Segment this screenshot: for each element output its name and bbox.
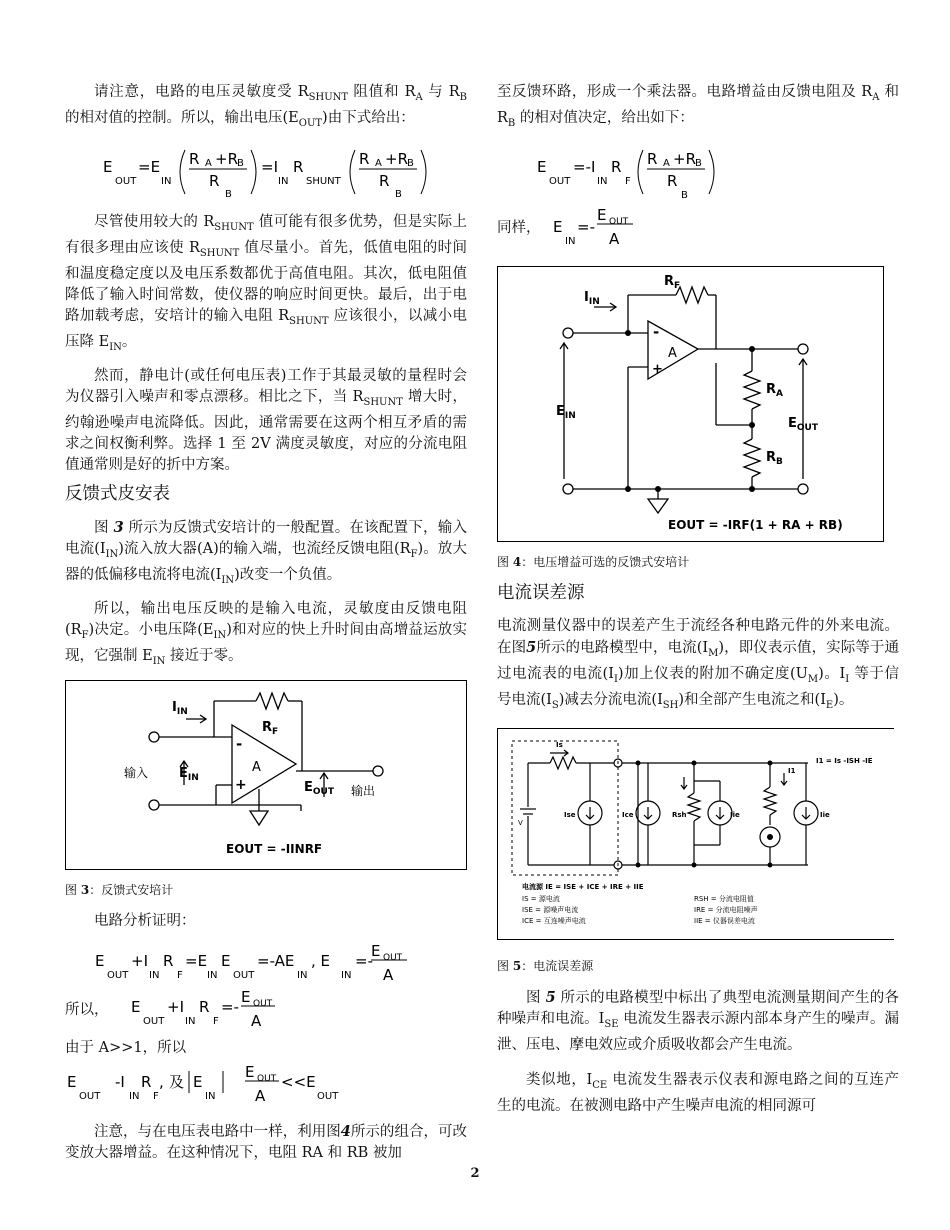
svg-text:+: +: [652, 362, 663, 377]
svg-text:R: R: [199, 998, 210, 1016]
caption-figure-3: 图 3：反馈式安培计: [65, 883, 174, 897]
svg-text:IN: IN: [161, 176, 172, 187]
svg-text:OUT: OUT: [383, 953, 403, 963]
svg-text:E: E: [193, 1073, 203, 1091]
svg-text:,: ,: [159, 1073, 164, 1091]
svg-text:OUT: OUT: [257, 1074, 277, 1084]
svg-text:IN: IN: [205, 1091, 216, 1102]
equation-eout-ratio: [65, 142, 467, 202]
svg-text:IN: IN: [278, 176, 289, 187]
equation-gain: [497, 142, 899, 204]
svg-text:=E: =E: [185, 952, 208, 970]
svg-text:IN: IN: [207, 970, 218, 981]
svg-text:+R: +R: [215, 150, 238, 168]
svg-text:E: E: [245, 1063, 255, 1081]
paragraph-output-reflects-input: 所以，输出电压反映的是输入电流，灵敏度由反馈电阻$(R_F)$决定。小电压降$(E_{IN})$和对应的快上升时间由高增益运放实现，它强制 $E_{IN}$ 接近于零。: [65, 601, 467, 667]
svg-text:R: R: [141, 1073, 152, 1091]
svg-text:=-I: =-I: [573, 158, 596, 176]
svg-text:=-: =-: [221, 998, 239, 1016]
svg-text:+R: +R: [673, 150, 696, 168]
fig3-label-output: 输出: [351, 784, 376, 798]
figure-3-feedback-ammeter: [65, 680, 467, 870]
svg-text:F: F: [213, 1016, 219, 1027]
svg-text:OUT: OUT: [549, 176, 571, 187]
svg-text:OUT: OUT: [253, 999, 273, 1009]
svg-text:A: A: [251, 1012, 262, 1030]
svg-text:IRE = 分流电阻噪声: IRE = 分流电阻噪声: [694, 906, 758, 914]
fig4-label-rf: $R_F$: [664, 274, 681, 291]
svg-text:IN: IN: [565, 236, 576, 247]
svg-text:E: E: [537, 158, 547, 176]
fig3-formula: EOUT = -IINRF: [226, 842, 323, 856]
heading-current-error-sources: 电流误差源: [497, 583, 585, 603]
fig3-label-minus: -: [236, 735, 243, 753]
svg-text:I1: I1: [788, 767, 796, 775]
svg-text:+I: +I: [167, 998, 184, 1016]
svg-text:Ice: Ice: [622, 811, 634, 819]
left-column: [65, 82, 467, 1172]
svg-text:IS = 源电流: IS = 源电流: [522, 895, 560, 903]
svg-text:=-: =-: [577, 218, 595, 236]
caption-figure-5: 图 5：电流误差源: [497, 959, 594, 973]
svg-text:IN: IN: [341, 970, 352, 981]
svg-text:<<E: <<E: [281, 1073, 316, 1091]
paragraph-multiplier: 至反馈环路，形成一个乘法器。电路增益由反馈电阻及 $R_A$ 和 $R_B$ 的相对值决定，给出如下：: [497, 84, 899, 129]
svg-text:IN: IN: [185, 1016, 196, 1027]
paragraph-error-sources: 电流测量仪器中的误差产生于流经各种电路元件的外来电流。在图5所示的电路模型中，电流$(I_M)$，即仪表示值，实际等于通过电流表的电流$(I_I)$加上仪表的附加不确定度$(U_M)$。$I_I$ 等于信号电流$(I_S)$减去分流电流$(I_{SH})$和全部产生电流之和$(I_E)$。: [497, 618, 900, 711]
svg-text:-: -: [653, 323, 660, 341]
fig4-label-ra: $R_A$: [766, 382, 783, 399]
svg-text:ISE = 源噪声电流: ISE = 源噪声电流: [522, 906, 579, 914]
svg-text:B: B: [407, 158, 414, 169]
svg-text:F: F: [153, 1091, 159, 1102]
paragraph-circuit-analysis: 电路分析证明：: [94, 913, 196, 929]
svg-text:OUT: OUT: [143, 1016, 165, 1027]
right-column: [497, 82, 899, 1125]
svg-text:A: A: [375, 158, 382, 169]
fig4-label-rb: $R_B$: [766, 450, 783, 467]
svg-text:OUT: OUT: [79, 1091, 101, 1102]
svg-text:Iie: Iie: [730, 811, 740, 819]
paragraph-rshunt-small: 尽管使用较大的 $R_{SHUNT}$ 值可能有很多优势，但是实际上有很多理由应该使 $R_{SHUNT}$ 值尽量小。首先，低值电阻的时间和温度稳定度以及电压系数都优于高值电阻。其次，低电阻值降低了输入时间常数，使仪器的响应时间更快。最后，出于电路加载考虑，安培计的输入电阻 $R_{SHUNT}$ 应该很小，以减小电压降 $E_{IN}$。: [65, 214, 468, 353]
fig3-label-iin: $I_{IN}$: [172, 700, 188, 717]
svg-text:Ise: Ise: [564, 811, 576, 819]
svg-text:A: A: [609, 230, 620, 248]
figure-4-selectable-gain: [497, 266, 884, 542]
svg-text:=-AE: =-AE: [257, 952, 295, 970]
svg-text:OUT: OUT: [609, 217, 629, 227]
svg-text:, E: , E: [311, 952, 331, 970]
fig5-formula-top: I1 = Is -ISH -IE: [816, 757, 873, 765]
svg-text:=-: =-: [355, 952, 373, 970]
fig4-formula: EOUT = -IRF(1 + RA + RB): [668, 518, 843, 532]
paragraph-since-a-large: 由于 A>>1，所以: [65, 1040, 187, 1056]
caption-figure-4: 图 4：电压增益可选的反馈式安培计: [497, 555, 690, 569]
svg-text:E: E: [371, 942, 381, 960]
svg-text:E: E: [597, 206, 607, 224]
heading-feedback-picoammeter: 反馈式皮安表: [65, 484, 170, 504]
svg-text:及: 及: [169, 1073, 185, 1091]
svg-text:V: V: [518, 819, 523, 827]
svg-text:+I: +I: [131, 952, 148, 970]
equation-approximation: [65, 1061, 467, 1107]
equation-likewise: 同样， E IN =- E OUT A: [497, 206, 629, 248]
svg-text:Iie: Iie: [820, 811, 830, 819]
fig4-label-eout: $E_{OUT}$: [788, 416, 818, 433]
svg-text:R: R: [647, 150, 658, 168]
svg-text:OUT: OUT: [107, 970, 129, 981]
svg-text:R: R: [209, 172, 220, 190]
svg-text:IN: IN: [129, 1091, 140, 1102]
svg-text:E: E: [67, 1073, 77, 1091]
paragraph-voltage-sensitivity: 请注意，电路的电压灵敏度受 $R_{SHUNT}$ 阻值和 $R_A$ 与 $R_B$ 的相对值的控制。所以，输出电压$(E_{OUT})$由下式给出：: [65, 84, 468, 129]
fig3-label-rf: $R_F$: [262, 720, 279, 737]
fig4-label-amp: A: [668, 346, 677, 361]
svg-text:A: A: [383, 966, 394, 984]
svg-text:R: R: [163, 952, 174, 970]
svg-text:A: A: [255, 1087, 266, 1105]
svg-text:Rsh: Rsh: [672, 811, 687, 819]
svg-text:R: R: [293, 158, 304, 176]
paragraph-note-gain: 注意，与在电压表电路中一样，利用图4所示的组合，可改变放大器增益。在这种情况下，电阻 RA 和 RB 被加: [65, 1123, 468, 1161]
svg-text:ICE = 互连噪声电流: ICE = 互连噪声电流: [522, 917, 586, 925]
svg-text:OUT: OUT: [317, 1091, 339, 1102]
paragraph-electrometer: 然而，静电计(或任何电压表)工作于其最灵敏的量程时会为仪器引入噪声和零点漂移。相比之下，当 $R_{SHUNT}$ 增大时，约翰逊噪声电流降低。因此，通常需要在这两个相互矛盾的需求之间权衡利弊。选择 1 至 2V 满度灵敏度，对应的分流电阻值通常则是好的折中方案。: [65, 368, 468, 473]
fig3-label-amp: A: [252, 760, 261, 775]
equation-so-line: 所以， E OUT +I IN R F =- E OUT A: [65, 988, 273, 1030]
svg-text:R: R: [189, 150, 200, 168]
page-number: 2: [470, 1166, 480, 1181]
fig4-circuit: [498, 267, 883, 541]
svg-text:E: E: [131, 998, 141, 1016]
figure-5-error-sources: [497, 728, 894, 940]
svg-text:=I: =I: [261, 158, 278, 176]
svg-text:E: E: [241, 988, 251, 1006]
fig4-label-iin: $I_{IN}$: [584, 290, 600, 307]
svg-text:A: A: [205, 158, 212, 169]
svg-text:R: R: [359, 150, 370, 168]
svg-text:OUT: OUT: [115, 176, 137, 187]
fig3-label-ein: $E_{IN}$: [179, 766, 199, 783]
fig4-label-ein: $E_{IN}$: [556, 404, 576, 421]
svg-text:RSH = 分流电阻值: RSH = 分流电阻值: [694, 895, 754, 903]
svg-text:B: B: [225, 189, 232, 200]
svg-text:E: E: [221, 952, 231, 970]
svg-text:E: E: [95, 952, 105, 970]
svg-text:IIE = 仪器误差电流: IIE = 仪器误差电流: [694, 917, 755, 925]
fig5-sum: 电流源 IE = ISE + ICE + IRE + IIE: [522, 883, 644, 891]
svg-text:OUT: OUT: [233, 970, 255, 981]
svg-text:IN: IN: [597, 176, 608, 187]
svg-text:B: B: [695, 158, 702, 169]
svg-text:SHUNT: SHUNT: [306, 176, 341, 187]
svg-text:R: R: [667, 172, 678, 190]
svg-text:B: B: [681, 190, 688, 201]
svg-text:IN: IN: [149, 970, 160, 981]
equation-circuit-analysis: [65, 940, 467, 988]
svg-text:=E: =E: [138, 158, 161, 176]
fig3-label-plus: +: [235, 777, 247, 793]
svg-text:B: B: [395, 189, 402, 200]
svg-text:F: F: [177, 970, 183, 981]
svg-text:Is: Is: [556, 741, 563, 749]
paragraph-fig3-intro: 图 3 所示为反馈式安培计的一般配置。在该配置下，输入电流$(I_{IN})$流入放大器(A)的输入端，也流经反馈电阻$(R_F)$。放大器的低偏移电流将电流$(I_{IN})$改变一个负值。: [65, 519, 468, 586]
paragraph-fig5-model: 图 5 所示的电路模型中标出了典型电流测量期间产生的各种噪声和电流。$I_{SE}$ 电流发生器表示源内部本身产生的噪声。漏泄、压电、摩电效应或介质吸收都会产生电流。: [497, 989, 900, 1053]
svg-text:IN: IN: [297, 970, 308, 981]
svg-text:F: F: [625, 176, 631, 187]
svg-text:+R: +R: [385, 150, 408, 168]
svg-text:A: A: [663, 158, 670, 169]
svg-text:R: R: [611, 158, 622, 176]
paragraph-ice-generator: 类似地，$I_{CE}$ 电流发生器表示仪表和源电路之间的互连产生的电流。在被测电路中产生噪声电流的相同源可: [497, 1072, 899, 1114]
svg-text:B: B: [237, 158, 244, 169]
fig3-label-input: 输入: [124, 766, 149, 780]
fig3-label-eout: $E_{OUT}$: [304, 780, 334, 797]
svg-text:-I: -I: [115, 1073, 125, 1091]
fig5-circuit: [498, 729, 894, 939]
svg-text:E: E: [103, 158, 113, 176]
svg-text:R: R: [379, 172, 390, 190]
svg-text:E: E: [553, 218, 563, 236]
fig3-circuit: [66, 681, 466, 869]
